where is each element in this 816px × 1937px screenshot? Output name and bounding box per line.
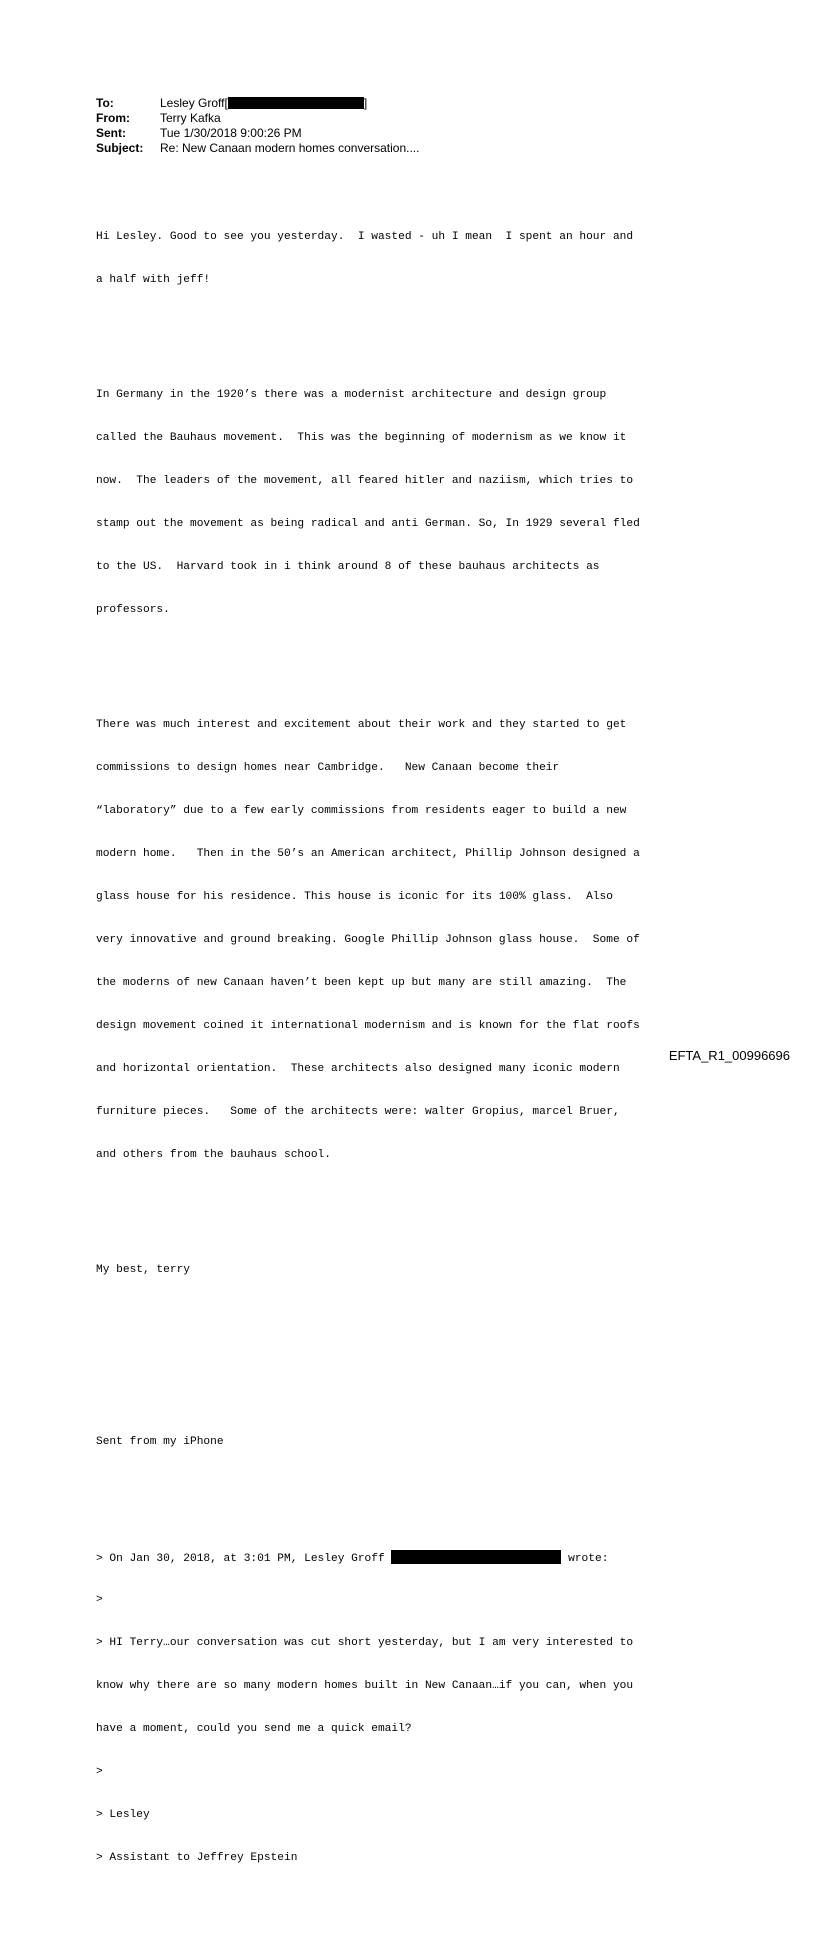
quote-line: have a moment, could you send me a quick email? <box>96 1723 412 1736</box>
body-line: called the Bauhaus movement. This was the beginning of modernism as we know it <box>96 432 627 445</box>
document-id: EFTA_R1_00996696 <box>668 1048 790 1063</box>
sent-value: Tue 1/30/2018 9:00:26 PM <box>160 126 302 140</box>
body-line: to the US. Harvard took in i think around 8 of these bauhaus architects as <box>96 561 600 574</box>
body-line: now. The leaders of the movement, all feared hitler and naziism, which tries to <box>96 475 634 488</box>
body-line: the moderns of new Canaan haven’t been kept up but many are still amazing. The <box>96 977 627 990</box>
body-line: a half with jeff! <box>96 274 211 287</box>
quote-line: > <box>96 1594 103 1607</box>
paragraph-bauhaus <box>96 359 736 646</box>
redaction-box <box>391 1550 561 1564</box>
email-body <box>96 173 736 1937</box>
spacer <box>96 1349 736 1378</box>
body-line: stamp out the movement as being radical and anti German. So, In 1929 several fled <box>96 518 640 531</box>
body-line: There was much interest and excitement about their work and they started to get <box>96 719 627 732</box>
body-line: and others from the bauhaus school. <box>96 1149 331 1162</box>
subject-label: Subject: <box>96 141 144 155</box>
from-value: Terry Kafka <box>160 111 221 125</box>
body-line: and horizontal orientation. These architects also designed many iconic modern <box>96 1063 620 1076</box>
body-line: commissions to design homes near Cambridge. New Canaan become their <box>96 762 560 775</box>
to-row <box>96 96 419 111</box>
sent-label: Sent: <box>96 126 126 140</box>
subject-value: Re: New Canaan modern homes conversation.... <box>160 141 420 155</box>
quote-intro-line: > On Jan 30, 2018, at 3:01 PM, Lesley Groff wrote: <box>96 1550 736 1564</box>
signoff <box>96 1234 736 1306</box>
quote-line: > HI Terry…our conversation was cut short yesterday, but I am very interested to <box>96 1637 634 1650</box>
body-line: glass house for his residence. This house is iconic for its 100% glass. Also <box>96 891 613 904</box>
from-label: From: <box>96 111 130 125</box>
from-row <box>96 111 419 126</box>
quote-line: know why there are so many modern homes built in New Canaan…if you can, when you <box>96 1680 634 1693</box>
body-line: In Germany in the 1920’s there was a modernist architecture and design group <box>96 389 607 402</box>
body-line: Hi Lesley. Good to see you yesterday. I wasted - uh I mean I spent an hour and <box>96 231 634 244</box>
quote-line: > <box>96 1766 103 1779</box>
paragraph-new-canaan <box>96 689 736 1191</box>
email-header <box>96 96 419 156</box>
quoted-message <box>96 1521 736 1894</box>
quote-line: > Assistant to Jeffrey Epstein <box>96 1852 298 1865</box>
redaction-box <box>228 97 364 109</box>
to-label: To: <box>96 96 114 110</box>
sent-row <box>96 126 419 141</box>
paragraph-greeting <box>96 202 736 317</box>
sent-from <box>96 1407 736 1479</box>
to-value: Lesley Groff[ ] <box>160 96 368 110</box>
signoff-line: My best, terry <box>96 1264 190 1277</box>
body-line: “laboratory” due to a few early commissions from residents eager to build a new <box>96 805 627 818</box>
body-line: very innovative and ground breaking. Google Phillip Johnson glass house. Some of <box>96 934 640 947</box>
sent-from-line: Sent from my iPhone <box>96 1436 224 1449</box>
body-line: modern home. Then in the 50’s an American architect, Phillip Johnson designed a <box>96 848 640 861</box>
body-line: furniture pieces. Some of the architects were: walter Gropius, marcel Bruer, <box>96 1106 620 1119</box>
body-line: professors. <box>96 604 170 617</box>
quote-line: > Lesley <box>96 1809 150 1822</box>
body-line: design movement coined it international modernism and is known for the flat roofs <box>96 1020 640 1033</box>
subject-row <box>96 141 419 156</box>
